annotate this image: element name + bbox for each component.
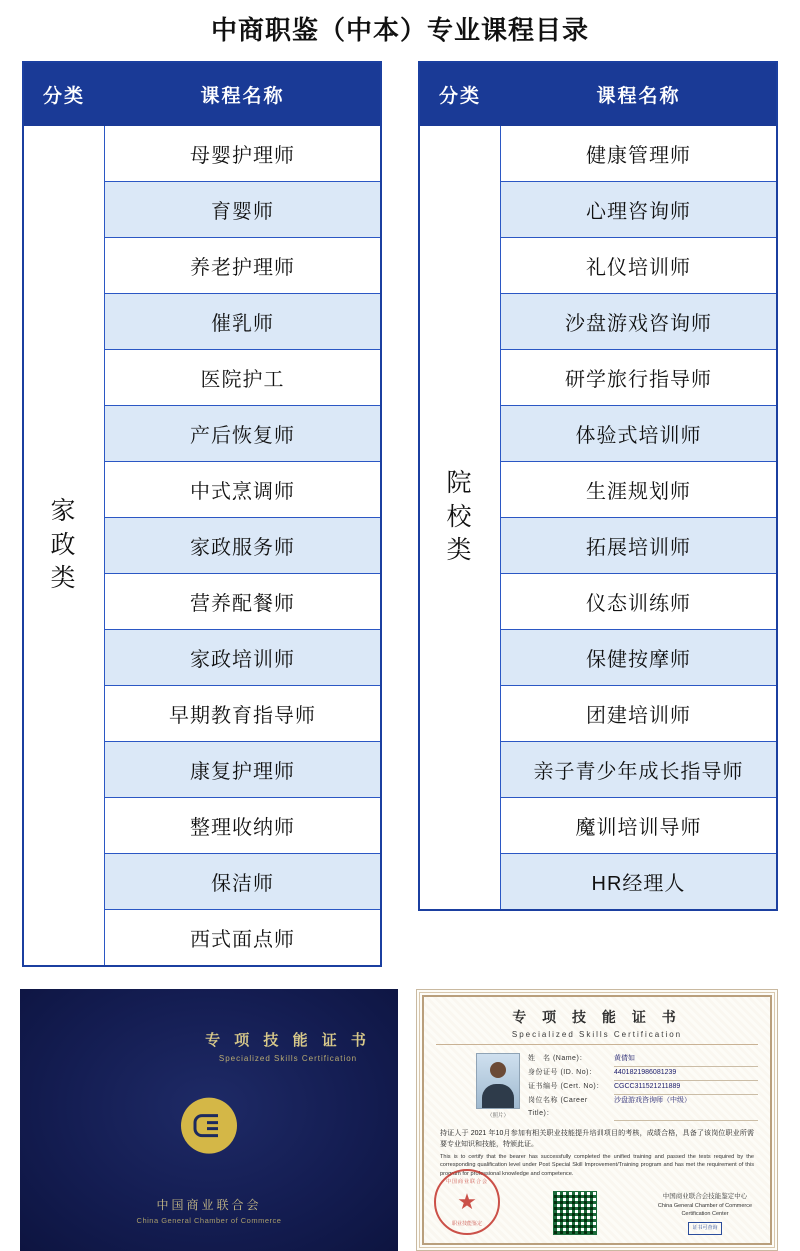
field-label: 岗位名称 (Career Title)： (528, 1096, 588, 1117)
category-char: 政 (50, 530, 78, 559)
category-char: 院 (446, 468, 474, 497)
course-name: 拓展培训师 (501, 518, 778, 574)
inner-title-cn: 专 项 技 能 证 书 (512, 1009, 682, 1025)
field-value: CGCC311521211889 (614, 1081, 758, 1095)
photo-block (436, 1053, 520, 1121)
qr-code-icon (553, 1191, 597, 1235)
issuer-cn: 中国商业联合会技能鉴定中心 (662, 1193, 748, 1201)
course-name: 家政培训师 (105, 630, 382, 686)
course-name: 育婴师 (105, 182, 382, 238)
category-cell-institution (419, 126, 501, 911)
seal-bottom-text: 职业技能鉴定 (451, 1221, 482, 1227)
course-name: 养老护理师 (105, 238, 382, 294)
category-char: 校 (446, 502, 474, 531)
course-name: 健康管理师 (501, 126, 778, 182)
field-row (528, 1067, 758, 1081)
certificate-inner-page (416, 989, 778, 1251)
table-header (419, 62, 777, 126)
course-name: 保洁师 (105, 854, 382, 910)
course-tables (0, 61, 800, 967)
header-category: 分类 (23, 62, 105, 126)
course-name: 团建培训师 (501, 686, 778, 742)
seal-top-text: 中国商业联合会 (445, 1179, 488, 1185)
seal-star-icon: ★ (457, 1189, 477, 1214)
course-name: 保健按摩师 (501, 630, 778, 686)
cover-org-cn: 中国商业联合会 (156, 1198, 262, 1212)
course-name: 催乳师 (105, 294, 382, 350)
course-name: 心理咨询师 (501, 182, 778, 238)
header-course-name: 课程名称 (105, 62, 382, 126)
cover-title-block (198, 1029, 378, 1063)
category-char: 类 (50, 564, 78, 593)
table-row (23, 126, 381, 182)
header-course-name: 课程名称 (501, 62, 778, 126)
field-row (528, 1053, 758, 1067)
certificate-body (436, 1053, 758, 1121)
issuing-organization (650, 1192, 760, 1235)
course-name: 仪态训练师 (501, 574, 778, 630)
certificate-frame (422, 995, 772, 1245)
official-seal-icon (434, 1169, 500, 1235)
photo-head (490, 1062, 506, 1078)
category-cell-home-service (23, 126, 105, 967)
course-table-home-service (22, 61, 382, 967)
certificate-footer (434, 1169, 760, 1235)
paragraph-cn: 持证人于 2021 年10月参加有相关职业技能提升培训项目的考核，成绩合格，具备了该岗位职业所需要专业知识和技能，特颁此证。 (440, 1129, 754, 1148)
field-value: 4401821986081239 (614, 1067, 758, 1081)
field-label: 证书编号 (Cert. No)： (528, 1082, 604, 1090)
photo-body (482, 1084, 514, 1108)
course-table-institution (418, 61, 778, 911)
course-name: 整理收纳师 (105, 798, 382, 854)
field-label: 姓 名 (Name)： (528, 1055, 587, 1062)
cover-title-en: Specialized Skills Certification (218, 1054, 358, 1063)
field-value: 沙盘游戏咨询师（中级） (614, 1095, 758, 1121)
photo-caption: （照片） (486, 1113, 509, 1119)
course-name: 研学旅行指导师 (501, 350, 778, 406)
table-row (419, 126, 777, 182)
issuer-en: China General Chamber of Commerce Certification Center (657, 1203, 753, 1218)
course-name: 亲子青少年成长指导师 (501, 742, 778, 798)
cover-title-cn: 专 项 技 能 证 书 (205, 1032, 371, 1049)
chamber-emblem-icon (181, 1098, 237, 1154)
table-header (23, 62, 381, 126)
category-char: 类 (446, 536, 474, 565)
course-name: 魔训培训导师 (501, 798, 778, 854)
paragraph-en: This is to certify that the bearer has successfully completed the unified training and passed the tests required by the corresponding qualification level under Post Special Skill Improvement/Training program and has met the requirement of this program for professional knowledge and competence. (440, 1154, 754, 1177)
cover-org-en: China General Chamber of Commerce (136, 1216, 282, 1225)
verify-stamp: 证书可查询 (688, 1222, 721, 1236)
holder-fields (528, 1053, 758, 1121)
course-name: 家政服务师 (105, 518, 382, 574)
course-name: 母婴护理师 (105, 126, 382, 182)
category-char: 家 (50, 496, 78, 525)
certificate-cover (20, 989, 398, 1251)
field-label: 身份证号 (ID. No)： (528, 1068, 597, 1076)
course-name: 医院护工 (105, 350, 382, 406)
field-row (528, 1095, 758, 1121)
course-name: 营养配餐师 (105, 574, 382, 630)
page-title: 中商职鉴（中本）专业课程目录 (210, 15, 589, 45)
field-row (528, 1081, 758, 1095)
cover-org-block (20, 1196, 398, 1225)
course-name: HR经理人 (501, 854, 778, 911)
course-name: 中式烹调师 (105, 462, 382, 518)
field-value: 黄倩如 (614, 1053, 758, 1067)
course-name: 沙盘游戏咨询师 (501, 294, 778, 350)
header-category: 分类 (419, 62, 501, 126)
course-name: 体验式培训师 (501, 406, 778, 462)
course-name: 产后恢复师 (105, 406, 382, 462)
course-name: 西式面点师 (105, 910, 382, 967)
holder-photo (476, 1053, 520, 1109)
inner-title-en: Specialized Skills Certification (436, 1030, 758, 1045)
certificate-images (0, 967, 800, 1251)
course-name: 礼仪培训师 (501, 238, 778, 294)
course-name: 康复护理师 (105, 742, 382, 798)
course-name: 生涯规划师 (501, 462, 778, 518)
course-name: 早期教育指导师 (105, 686, 382, 742)
